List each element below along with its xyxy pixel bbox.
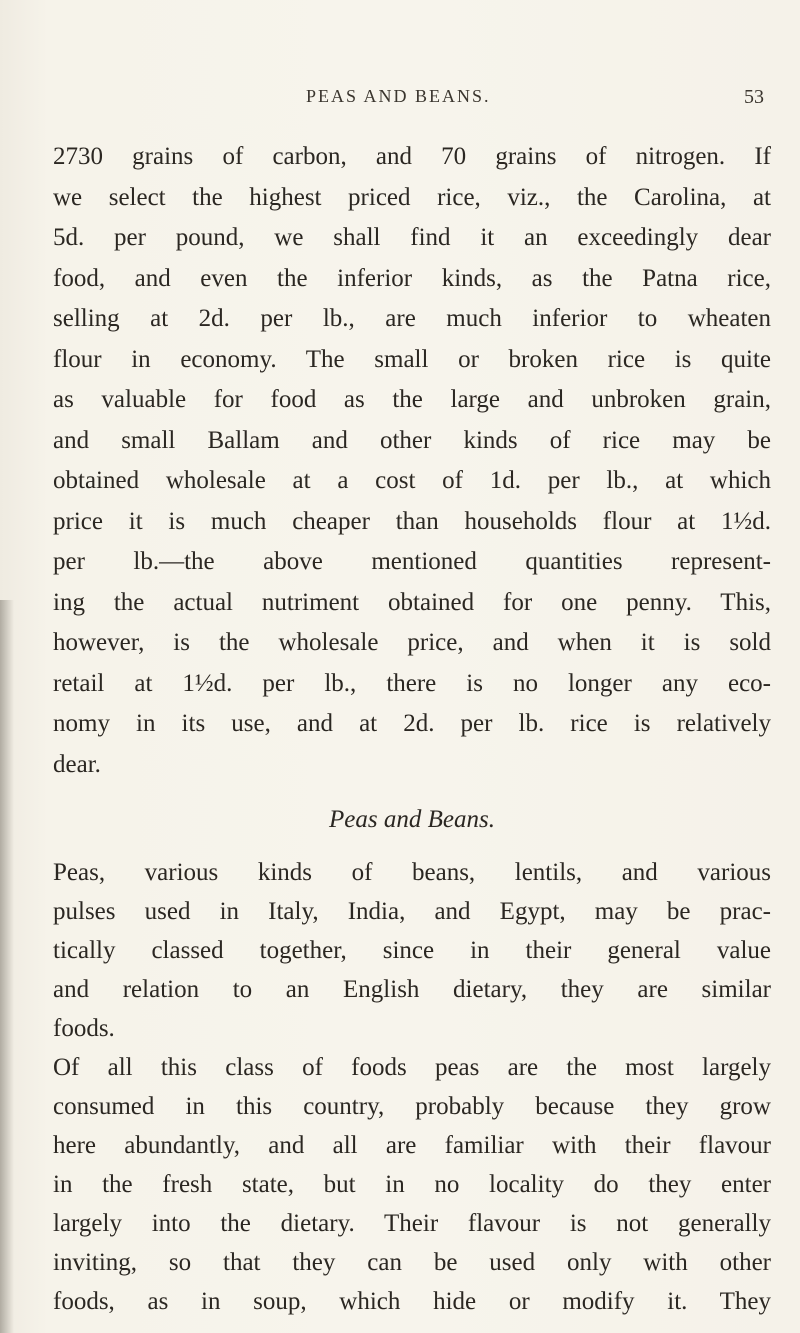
text-line: consumed in this country, probably because they grow bbox=[53, 1093, 771, 1120]
text-line: per lb.—the above mentioned quantities represent- bbox=[53, 548, 771, 575]
text-line: 5d. per pound, we shall find it an exceedingly dear bbox=[53, 224, 771, 251]
text-line: retail at 1½d. per lb., there is no longer any eco- bbox=[53, 669, 771, 697]
binding-shadow bbox=[0, 600, 14, 1333]
text-line: Of all this class of foods peas are the most largely bbox=[53, 1054, 771, 1081]
body-text bbox=[53, 137, 771, 1321]
lower-block bbox=[53, 853, 771, 1321]
section-heading: Peas and Beans. bbox=[329, 806, 495, 833]
text-line: here abundantly, and all are familiar with their flavour bbox=[53, 1132, 771, 1159]
paragraph-2 bbox=[53, 853, 771, 1048]
paragraph-3 bbox=[53, 1048, 771, 1321]
page-header bbox=[0, 86, 800, 116]
text-line: selling at 2d. per lb., are much inferior to wheaten bbox=[53, 305, 771, 332]
text-line: Peas, various kinds of beans, lentils, and various bbox=[53, 859, 771, 886]
text-line: obtained wholesale at a cost of 1d. per lb., at which bbox=[53, 467, 771, 494]
text-line: as valuable for food as the large and unbroken grain, bbox=[53, 386, 771, 413]
text-line: in the fresh state, but in no locality do they enter bbox=[53, 1171, 771, 1198]
text-line: largely into the dietary. Their flavour is not generally bbox=[53, 1210, 771, 1237]
page-number: 53 bbox=[744, 86, 764, 108]
text-line: however, is the wholesale price, and when it is sold bbox=[53, 629, 771, 656]
text-line: ing the actual nutriment obtained for one penny. This, bbox=[53, 588, 771, 616]
running-head: PEAS AND BEANS. bbox=[306, 86, 491, 106]
text-line: tically classed together, since in their general value bbox=[53, 937, 771, 964]
text-line: we select the highest priced rice, viz., the Carolina, at bbox=[53, 183, 771, 211]
text-line: nomy in its use, and at 2d. per lb. rice is relatively bbox=[53, 710, 771, 737]
text-line: and relation to an English dietary, they are similar bbox=[53, 976, 771, 1003]
text-line: 2730 grains of carbon, and 70 grains of nitrogen. If bbox=[53, 143, 771, 170]
paragraph-1 bbox=[53, 137, 771, 785]
text-line: dear. bbox=[53, 750, 101, 778]
text-line: foods. bbox=[53, 1015, 115, 1042]
text-line: flour in economy. The small or broken rice is quite bbox=[53, 345, 771, 373]
text-line: inviting, so that they can be used only with other bbox=[53, 1249, 771, 1276]
text-line: foods, as in soup, which hide or modify it. They bbox=[53, 1288, 771, 1315]
text-line: and small Ballam and other kinds of rice may be bbox=[53, 426, 771, 454]
text-line: pulses used in Italy, India, and Egypt, may be prac- bbox=[53, 898, 771, 925]
text-line: price it is much cheaper than households flour at 1½d. bbox=[53, 507, 771, 535]
text-line: food, and even the inferior kinds, as the Patna rice, bbox=[53, 264, 771, 292]
